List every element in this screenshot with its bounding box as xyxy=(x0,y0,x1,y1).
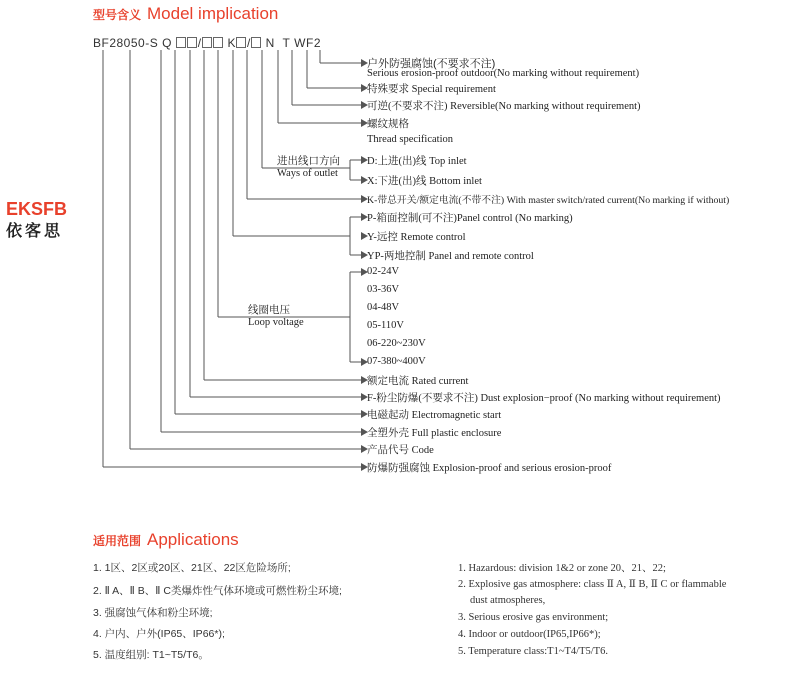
label-plastic: 全塑外壳 Full plastic enclosure xyxy=(367,428,502,439)
application-item-cn: 1. 1区、2区或20区、21区、22区危险场所; xyxy=(93,562,291,574)
label-wf2-cn: 户外防强腐蚀(不要求不注) xyxy=(367,58,496,70)
application-item-en: 1. Hazardous: division 1&2 or zone 20、21、22; xyxy=(458,563,666,574)
code-q: Q xyxy=(162,36,172,50)
label-thread-en: Thread specification xyxy=(367,134,453,145)
label-product-code: 产品代号 Code xyxy=(367,445,434,456)
voltage-option: 04-48V xyxy=(367,302,400,313)
code-slash: / xyxy=(197,36,202,50)
label-t: 特殊要求 Special requirement xyxy=(367,84,496,95)
label-yp: YP-两地控制 Panel and remote control xyxy=(367,251,534,262)
code-k: K xyxy=(227,36,236,50)
application-item-cn: 4. 户内、户外(IP65、IP66*); xyxy=(93,628,225,640)
code-t: T xyxy=(282,36,291,50)
application-item-en: 2. Explosive gas atmosphere: class Ⅱ A, Ⅱ B, Ⅱ C or flammable xyxy=(458,579,727,590)
label-y: Y-远控 Remote control xyxy=(367,232,466,243)
code-slash: / xyxy=(246,36,251,50)
code-prefix: BF28050- xyxy=(93,36,150,50)
application-item-en: dust atmospheres, xyxy=(470,595,546,606)
label-outlet-cn: 进出线口方向 xyxy=(277,156,340,167)
model-title-cn: 型号含义 xyxy=(93,8,142,22)
code-s: S xyxy=(149,36,159,50)
label-outlet-d: D:上进(出)线 Top inlet xyxy=(367,156,467,167)
label-rated-current: 额定电流 Rated current xyxy=(367,376,469,387)
label-thread-cn: 螺纹规格 xyxy=(367,119,409,130)
application-item-cn: 3. 强腐蚀气体和粉尘环境; xyxy=(93,607,213,619)
label-k: K-带总开关/额定电流(不带不注) With master switch/rated current(No marking if without) xyxy=(367,195,730,206)
code-n: N xyxy=(265,36,275,50)
voltage-option: 06-220~230V xyxy=(367,338,426,349)
logo-text-cn: 依客思 xyxy=(6,223,64,240)
label-dust: F-粉尘防爆(不要求不注) Dust explosion−proof (No marking without requirement) xyxy=(367,393,721,404)
logo-text-en: EKSFB xyxy=(6,199,68,219)
application-item-cn: 2. Ⅱ A、Ⅱ B、Ⅱ C类爆炸性气体环境或可燃性粉尘环境; xyxy=(93,585,342,597)
voltage-option: 02-24V xyxy=(367,266,400,277)
code-wf2: WF2 xyxy=(294,36,322,50)
label-voltage-cn: 线圈电压 xyxy=(248,305,290,316)
label-outlet-x: X:下进(出)线 Bottom inlet xyxy=(367,176,482,187)
applications-title xyxy=(93,530,239,550)
voltage-option: 03-36V xyxy=(367,284,400,295)
voltage-option: 07-380~400V xyxy=(367,356,426,367)
application-item-cn: 5. 温度组别: T1~T5/T6。 xyxy=(93,649,209,661)
application-item-en: 5. Temperature class:T1~T4/T5/T6. xyxy=(458,646,608,657)
model-title-en: Model implication xyxy=(147,4,279,23)
application-item-en: 3. Serious erosive gas environment; xyxy=(458,612,609,623)
label-explosion: 防爆防强腐蚀 Explosion-proof and serious erosion-proof xyxy=(367,463,612,474)
label-voltage-en: Loop voltage xyxy=(248,317,304,328)
label-wf2-en: Serious erosion-proof outdoor(No marking without requirement) xyxy=(367,68,640,79)
applications-title-cn: 适用范围 xyxy=(93,534,142,548)
label-p: P-箱面控制(可不注)Panel control (No marking) xyxy=(367,213,573,224)
applications-title-en: Applications xyxy=(147,530,239,549)
voltage-option: 05-110V xyxy=(367,320,404,331)
application-item-en: 4. Indoor or outdoor(IP65,IP66*); xyxy=(458,629,601,640)
label-outlet-en: Ways of outlet xyxy=(277,168,338,179)
label-n: 可逆(不要求不注) Reversible(No marking without requirement) xyxy=(367,101,641,112)
label-electromagnetic: 电磁起动 Electromagnetic start xyxy=(367,410,502,421)
